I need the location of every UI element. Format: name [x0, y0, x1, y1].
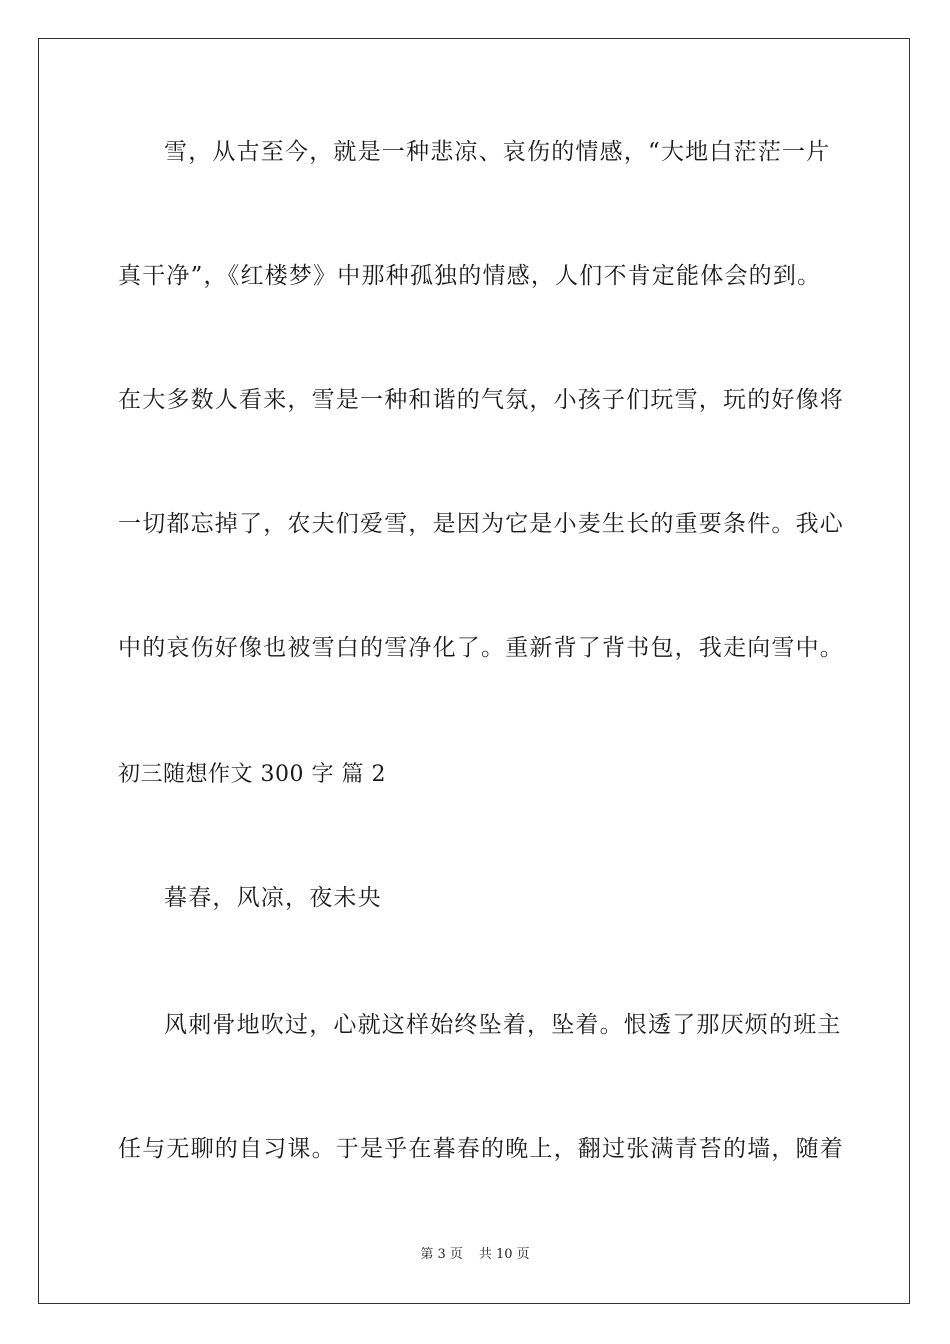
page-number: 第 3 页 — [420, 1247, 463, 1262]
page-footer — [0, 1246, 950, 1264]
page-total: 共 10 页 — [478, 1247, 530, 1262]
paragraph-line-2: 真干净”，《红楼梦》中那种孤独的情感，人们不肯定能体会的到。 — [118, 263, 822, 289]
poem-subtitle: 暮春，风凉，夜未央 — [164, 885, 382, 911]
paragraph-line-1: 雪，从古至今，就是一种悲凉、哀伤的情感，“大地白茫茫一片 — [164, 139, 831, 165]
section-heading: 初三随想作文 300 字 篇 2 — [118, 762, 386, 787]
paragraph-line-5: 中的哀伤好像也被雪白的雪净化了。重新背了背书包，我走向雪中。 — [118, 635, 844, 661]
paragraph-line-3: 在大多数人看来，雪是一种和谐的气氛，小孩子们玩雪，玩的好像将 — [118, 387, 844, 413]
page-border — [38, 38, 910, 1304]
paragraph-line-7: 任与无聊的自习课。于是乎在暮春的晚上，翻过张满青苔的墙，随着 — [118, 1136, 844, 1162]
paragraph-line-6: 风刺骨地吹过，心就这样始终坠着，坠着。恨透了那厌烦的班主 — [164, 1012, 842, 1038]
paragraph-line-4: 一切都忘掉了，农夫们爱雪，是因为它是小麦生长的重要条件。我心 — [118, 511, 844, 537]
